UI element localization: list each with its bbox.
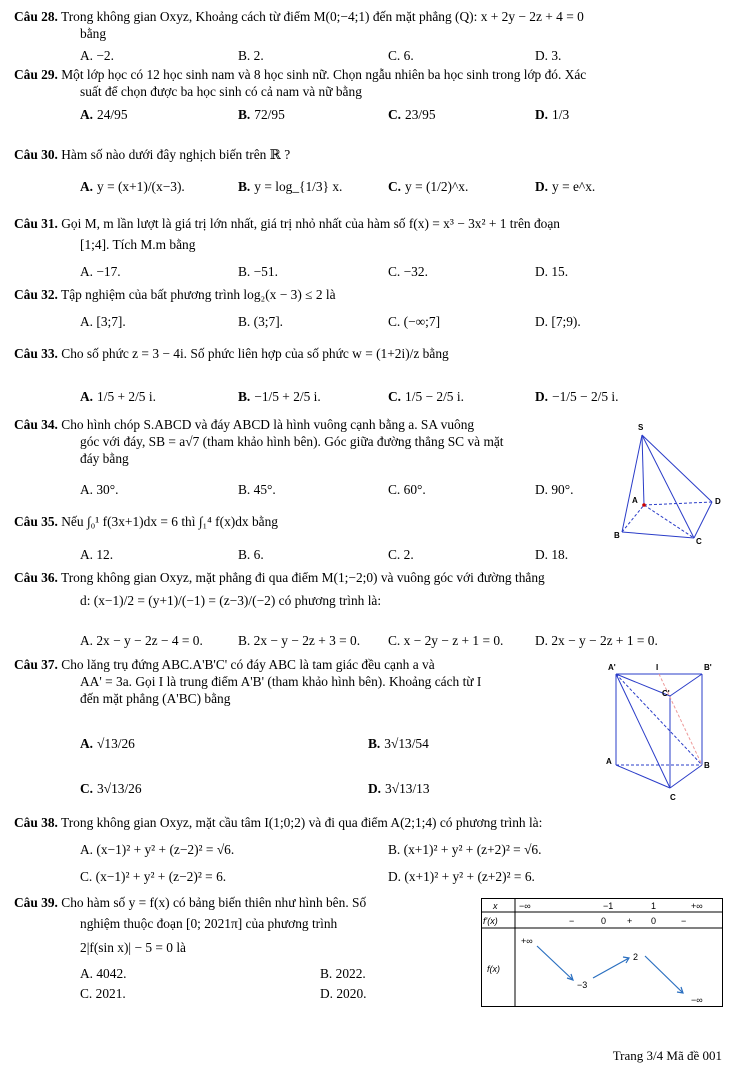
row-f-label: f(x) — [487, 964, 500, 974]
table-border — [482, 899, 723, 1007]
question-32 — [14, 286, 724, 303]
option-a[interactable]: A. 2x − y − 2z − 4 = 0. — [80, 633, 203, 648]
question-number: Câu 37. — [14, 657, 58, 672]
option-b[interactable]: B. 2x − y − 2z + 3 = 0. — [238, 633, 361, 648]
question-35 — [14, 513, 724, 530]
label-c: C — [670, 793, 676, 802]
question-number: Câu 32. — [14, 287, 58, 302]
row-x-label: x — [493, 901, 498, 911]
x-pos-inf: +∞ — [691, 901, 703, 911]
question-stem-cont: đáy bằng — [80, 451, 129, 466]
option-a[interactable]: A. 1/5 + 2/5 i. — [80, 389, 156, 404]
f-pos-inf: +∞ — [521, 936, 533, 946]
option-c[interactable]: C. 23/95 — [388, 107, 436, 122]
option-b[interactable]: B. 72/95 — [238, 107, 285, 122]
label-c: C — [696, 537, 702, 545]
question-stem: Gọi M, m lần lượt là giá trị lớn nhất, giá trị nhỏ nhất của hàm số f(x) = x³ − 3x² + 1 trên đoạn — [61, 216, 561, 231]
option-b[interactable]: B. y = log_{1/3} x. — [238, 179, 343, 194]
prism-figure — [604, 660, 724, 808]
question-number: Câu 34. — [14, 417, 58, 432]
option-a-value: 24/95 — [97, 107, 128, 122]
question-stem: Trong không gian Oxyz, Khoảng cách từ điểm M(0;−4;1) đến mặt phẳng (Q): x + 2y − 2z + 4 = 0 — [61, 9, 584, 24]
option-c[interactable]: C. −32. — [388, 264, 428, 279]
question-number: Câu 29. — [14, 67, 58, 82]
option-d[interactable]: D. 2x − y − 2z + 1 = 0. — [535, 633, 658, 648]
option-c[interactable]: C. 3√13/26 — [80, 781, 142, 796]
option-d-value: 3√13/13 — [385, 781, 430, 796]
question-stem: Nếu ∫₀¹ f(3x+1)dx = 6 thì ∫₁⁴ f(x)dx bằng — [61, 514, 278, 529]
option-a[interactable]: A. 12. — [80, 547, 114, 562]
option-b[interactable]: B. −1/5 + 2/5 i. — [238, 389, 321, 404]
question-34 — [14, 416, 604, 467]
question-stem: Cho lăng trụ đứng ABC.A'B'C' có đáy ABC là tam giác đều cạnh a và — [61, 657, 435, 672]
option-c-value: 23/95 — [405, 107, 436, 122]
question-stem: Hàm số nào dưới đây nghịch biến trên ℝ ? — [61, 147, 291, 162]
label-c1: C' — [662, 689, 670, 698]
question-stem: Cho hàm số y = f(x) có bảng biến thiên như hình bên. Số — [61, 895, 367, 910]
sign-minus-2: − — [681, 916, 687, 926]
option-b-value: 72/95 — [254, 107, 285, 122]
option-d[interactable]: D. 3√13/13 — [368, 781, 430, 796]
label-i: I — [656, 663, 659, 672]
label-b1: B' — [704, 663, 712, 672]
question-stem-cont: góc với đáy, SB = a√7 (tham khảo hình bên). Góc giữa đường thẳng SC và mặt — [80, 434, 504, 449]
f-max-2: 2 — [633, 952, 639, 962]
option-a[interactable]: A. √13/26 — [80, 736, 135, 751]
option-b[interactable]: B. (x+1)² + y² + (z+2)² = √6. — [388, 842, 542, 857]
question-number: Câu 30. — [14, 147, 58, 162]
option-c-value: 1/5 − 2/5 i. — [405, 389, 464, 404]
label-b: B — [614, 531, 620, 540]
option-d-value: y = e^x. — [552, 179, 596, 194]
label-d: D — [715, 497, 721, 506]
question-30 — [14, 146, 724, 163]
option-b[interactable]: B. 3√13/54 — [368, 736, 429, 751]
option-b-value: y = log_{1/3} x. — [254, 179, 343, 194]
option-c[interactable]: C. 6. — [388, 48, 414, 63]
label-b: B — [704, 761, 710, 770]
question-stem-cont: suất để chọn được ba học sinh có cả nam và nữ bằng — [80, 84, 362, 99]
option-c[interactable]: C. (x−1)² + y² + (z−2)² = 6. — [80, 869, 227, 884]
option-b-value: −1/5 + 2/5 i. — [254, 389, 321, 404]
label-a1: A' — [608, 663, 616, 672]
edge-ad — [644, 502, 712, 505]
question-stem-cont: bằng — [80, 26, 107, 41]
page-footer: Trang 3/4 Mã đề 001 — [612, 1048, 722, 1063]
sign-zero-2: 0 — [651, 916, 657, 926]
option-c[interactable]: C. 1/5 − 2/5 i. — [388, 389, 464, 404]
option-d-value: −1/5 − 2/5 i. — [552, 389, 619, 404]
option-d[interactable]: D. y = e^x. — [535, 179, 596, 194]
option-a[interactable]: A. 24/95 — [80, 107, 128, 122]
option-c[interactable]: C. x − 2y − z + 1 = 0. — [388, 633, 504, 648]
x-minus-one: −1 — [603, 901, 614, 911]
x-neg-inf: −∞ — [519, 901, 531, 911]
label-a: A — [606, 757, 612, 766]
question-stem-cont: [1;4]. Tích M.m bằng — [80, 237, 196, 252]
option-b[interactable]: B. 45°. — [238, 482, 276, 497]
option-b[interactable]: B. −51. — [238, 264, 278, 279]
edge-ib — [659, 674, 702, 765]
option-b[interactable]: B. 6. — [238, 547, 264, 562]
sign-minus-1: − — [569, 916, 575, 926]
f-min-neg3: −3 — [577, 980, 588, 990]
question-28 — [14, 8, 724, 42]
option-d[interactable]: D. (x+1)² + y² + (z+2)² = 6. — [388, 869, 535, 884]
option-a[interactable]: A. 4042. — [80, 966, 127, 981]
option-a[interactable]: A. (x−1)² + y² + (z−2)² = √6. — [80, 842, 235, 857]
option-b[interactable]: B. 2. — [238, 48, 264, 63]
option-a[interactable]: A. y = (x+1)/(x−3). — [80, 179, 185, 194]
option-c[interactable]: C. 2021. — [80, 986, 126, 1001]
question-31 — [14, 215, 724, 257]
question-stem-cont: đến mặt phẳng (A'BC) bằng — [80, 691, 231, 706]
question-38 — [14, 814, 724, 831]
question-stem: Cho hình chóp S.ABCD và đáy ABCD là hình vuông cạnh bằng a. SA vuông — [61, 417, 475, 432]
edge-bc — [622, 532, 694, 538]
question-number: Câu 28. — [14, 9, 58, 24]
option-a-value: y = (x+1)/(x−3). — [97, 179, 185, 194]
question-29 — [14, 66, 724, 100]
option-a[interactable]: A. −2. — [80, 48, 114, 63]
option-c[interactable]: C. y = (1/2)^x. — [388, 179, 469, 194]
option-d[interactable]: D. 15. — [535, 264, 569, 279]
label-s: S — [638, 423, 644, 432]
question-number: Câu 36. — [14, 570, 58, 585]
question-stem-cont: AA' = 3a. Gọi I là trung điểm A'B' (tham khảo hình bên). Khoảng cách từ I — [80, 674, 482, 689]
question-stem-cont: 2|f(sin x)| − 5 = 0 là — [80, 940, 187, 955]
question-37 — [14, 656, 594, 707]
edge-b1c1 — [670, 674, 702, 696]
option-d[interactable]: D. 90°. — [535, 482, 574, 497]
row-fprime-label: f'(x) — [483, 916, 498, 926]
edge-a1b — [616, 674, 702, 765]
option-b-value: 3√13/54 — [384, 736, 429, 751]
question-36 — [14, 569, 724, 616]
question-number: Câu 35. — [14, 514, 58, 529]
point-a — [642, 503, 646, 507]
option-d[interactable]: D. 2020. — [320, 986, 367, 1001]
edge-bc — [670, 765, 702, 788]
question-stem-cont: nghiệm thuộc đoạn [0; 2021π] của phương trình — [80, 916, 338, 931]
question-stem: Tập nghiệm của bất phương trình log₂(x − 3) ≤ 2 là — [61, 287, 336, 302]
option-d[interactable]: D. [7;9). — [535, 314, 581, 329]
option-c[interactable]: C. (−∞;7] — [388, 314, 441, 329]
edge-ac — [616, 765, 670, 788]
option-d-value: 1/3 — [552, 107, 570, 122]
arrow-increase — [593, 958, 629, 978]
arrow-decrease-1 — [537, 946, 573, 980]
option-a[interactable]: A. −17. — [80, 264, 121, 279]
question-stem: Trong không gian Oxyz, mặt phẳng đi qua điểm M(1;−2;0) và vuông góc với đường thẳng — [61, 570, 545, 585]
option-c-value: 3√13/26 — [97, 781, 142, 796]
option-c-value: y = (1/2)^x. — [405, 179, 469, 194]
question-stem: Cho số phức z = 3 − 4i. Số phức liên hợp của số phức w = (1+2i)/z bằng — [61, 346, 449, 361]
option-c[interactable]: C. 60°. — [388, 482, 426, 497]
question-number: Câu 39. — [14, 895, 58, 910]
option-d[interactable]: D. 18. — [535, 547, 569, 562]
option-a[interactable]: A. [3;7]. — [80, 314, 126, 329]
option-c[interactable]: C. 2. — [388, 547, 414, 562]
option-a-value: √13/26 — [97, 736, 135, 751]
question-stem-cont: d: (x−1)/2 = (y+1)/(−1) = (z−3)/(−2) có phương trình là: — [80, 593, 382, 608]
option-d[interactable]: D. −1/5 − 2/5 i. — [535, 389, 619, 404]
edge-sd — [642, 435, 712, 502]
option-d[interactable]: D. 3. — [535, 48, 562, 63]
question-number: Câu 38. — [14, 815, 58, 830]
sign-plus: + — [627, 916, 633, 926]
variation-table — [481, 898, 723, 1008]
option-a[interactable]: A. 30°. — [80, 482, 119, 497]
arrow-decrease-2 — [645, 956, 683, 993]
question-33 — [14, 345, 724, 362]
option-a-value: 1/5 + 2/5 i. — [97, 389, 156, 404]
label-a: A — [632, 496, 638, 505]
sign-zero-1: 0 — [601, 916, 607, 926]
question-number: Câu 33. — [14, 346, 58, 361]
option-b[interactable]: B. (3;7]. — [238, 314, 284, 329]
x-one: 1 — [651, 901, 657, 911]
edge-sa — [642, 435, 644, 505]
option-b[interactable]: B. 2022. — [320, 966, 366, 981]
question-39 — [14, 894, 474, 959]
question-number: Câu 31. — [14, 216, 58, 231]
option-d[interactable]: D. 1/3 — [535, 107, 570, 122]
question-stem: Trong không gian Oxyz, mặt cầu tâm I(1;0;2) và đi qua điểm A(2;1;4) có phương trình là: — [61, 815, 543, 830]
f-neg-inf: −∞ — [691, 995, 703, 1005]
question-stem: Một lớp học có 12 học sinh nam và 8 học sinh nữ. Chọn ngẫu nhiên ba học sinh trong lớp đó. Xác — [61, 67, 587, 82]
